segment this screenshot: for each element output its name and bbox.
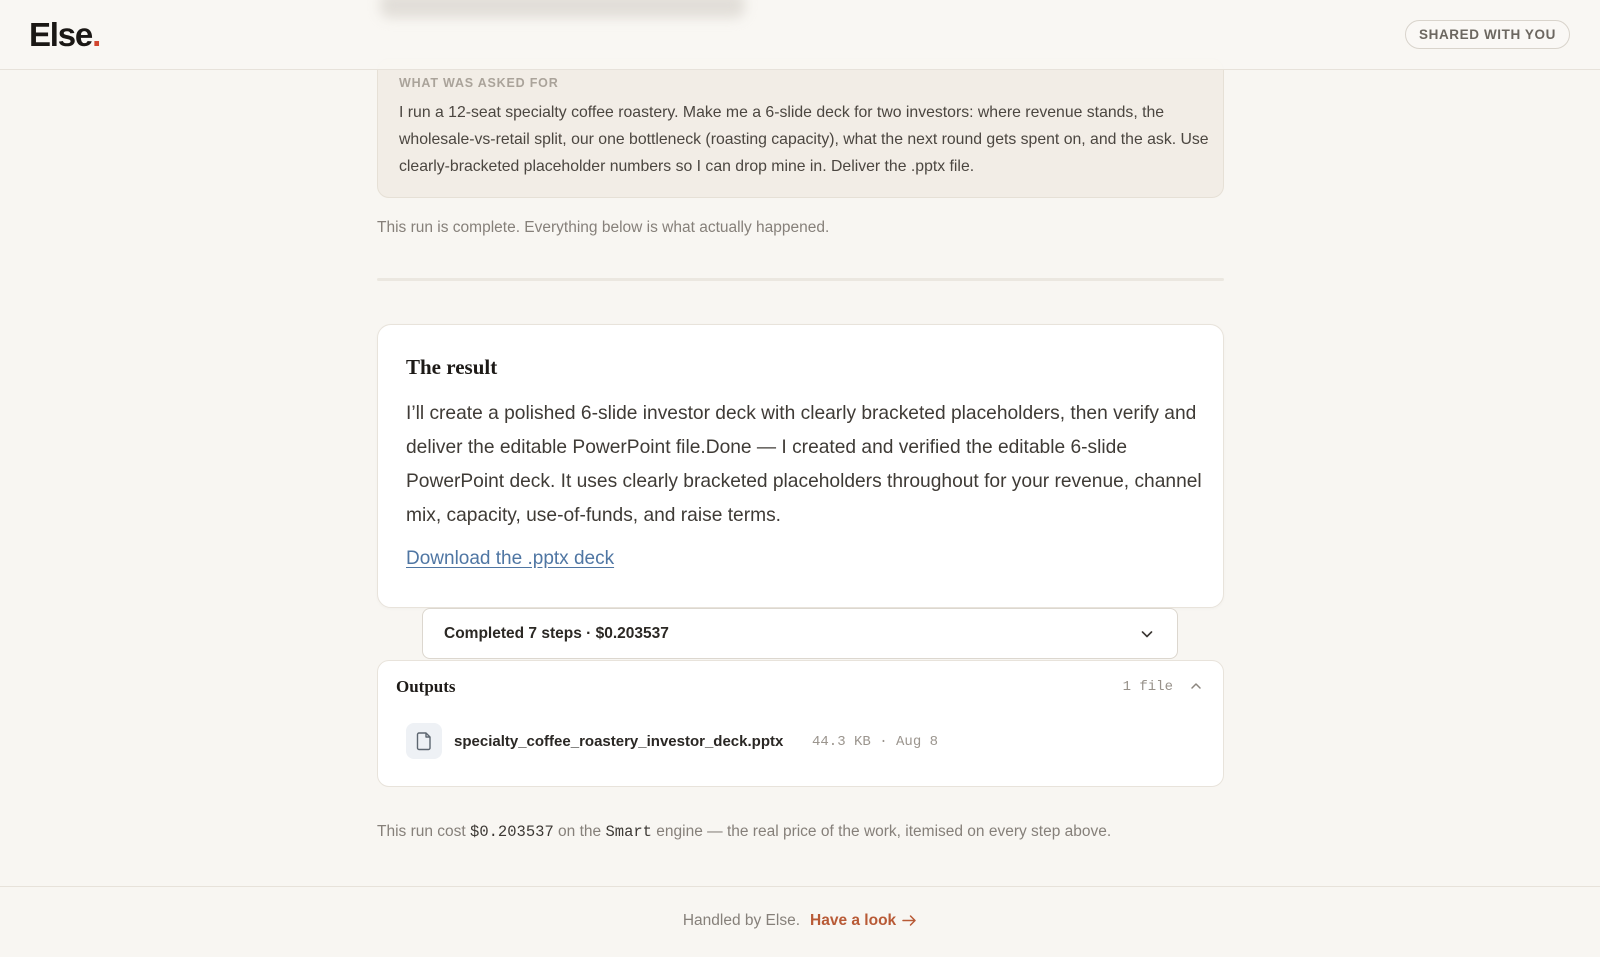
cost-amount: $0.203537 — [470, 823, 554, 841]
section-divider — [377, 278, 1224, 281]
outputs-title: Outputs — [396, 677, 456, 696]
output-file-name[interactable]: specialty_coffee_roastery_investor_deck.pptx — [454, 733, 784, 750]
blurred-page-title — [380, 0, 745, 18]
outputs-file-count: 1 file — [1122, 679, 1173, 695]
logo-text: Else — [29, 16, 93, 53]
top-bar — [0, 0, 1600, 70]
footer-content — [0, 912, 1600, 930]
run-status-note: This run is complete. Everything below is what actually happened. — [377, 219, 830, 236]
handled-by-text: Handled by Else. — [682, 912, 801, 929]
outputs-panel — [377, 660, 1224, 787]
output-file-meta: 44.3 KB · Aug 8 — [812, 734, 939, 750]
prompt-text: I run a 12-seat specialty coffee roastery. Make me a 6-slide deck for two investors: where revenue stands, the wholesale-vs-retail split, our one bottleneck (roasting capacity), what the next round gets spent on, and the ask. Use clearly-bracketed placeholder numbers so I can drop mine in. Deliver the .pptx file. — [399, 104, 1209, 175]
document-icon — [406, 723, 442, 759]
arrow-right-icon — [902, 914, 917, 927]
chevron-down-icon[interactable] — [1139, 626, 1155, 642]
shared-with-you-badge[interactable]: SHARED WITH YOU — [1405, 20, 1570, 49]
steps-summary-text: Completed 7 steps · $0.203537 — [444, 625, 669, 642]
chevron-up-icon[interactable] — [1189, 679, 1203, 693]
prompt-label: WHAT WAS ASKED FOR — [399, 76, 559, 90]
result-body: I’ll create a polished 6-slide investor deck with clearly bracketed placeholders, then verify and deliver the editable PowerPoint file.Done — I created and verified the editable 6-slide PowerPoint deck. It uses clearly bracketed placeholders throughout for your revenue, channel mix, capacity, use-of-funds, and raise terms. — [406, 403, 1202, 526]
result-card — [377, 324, 1224, 608]
else-logo[interactable] — [29, 16, 100, 54]
prompt-card — [377, 58, 1224, 198]
steps-summary-toggle[interactable] — [422, 608, 1178, 659]
logo-dot: . — [92, 16, 101, 53]
have-a-look-link[interactable] — [810, 912, 917, 929]
output-file-row[interactable] — [406, 723, 1186, 761]
result-title: The result — [406, 355, 498, 379]
cost-note — [377, 823, 1111, 841]
cost-prefix: This run cost — [377, 823, 471, 840]
have-a-look-label: Have a look — [810, 912, 897, 929]
engine-name: Smart — [605, 823, 652, 841]
download-deck-link[interactable]: Download the .pptx deck — [406, 548, 615, 569]
cost-suffix: engine — the real price of the work, itemised on every step above. — [651, 823, 1112, 840]
cost-middle: on the — [553, 823, 606, 840]
footer — [0, 886, 1600, 957]
